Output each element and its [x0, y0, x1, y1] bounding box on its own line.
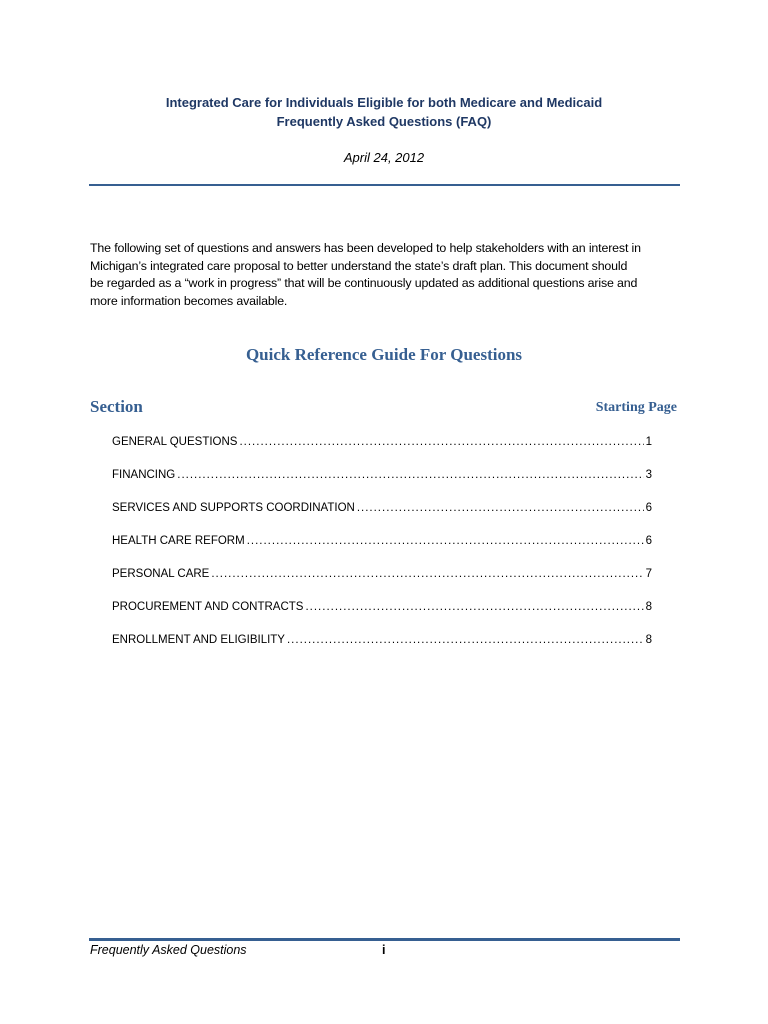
- toc-entry-procurement-and-contracts[interactable]: [112, 601, 652, 634]
- toc-leader-dots: [177, 469, 643, 481]
- document-date: April 24, 2012: [343, 150, 425, 165]
- toc-entry-label: SERVICES AND SUPPORTS COORDINATION: [112, 502, 355, 514]
- toc-entry-page: 6: [645, 535, 652, 547]
- footer-title: Frequently Asked Questions: [90, 943, 247, 957]
- toc-entry-financing[interactable]: [112, 469, 652, 502]
- starting-page-column-heading: Starting Page: [595, 400, 677, 415]
- toc-entry-label: GENERAL QUESTIONS: [112, 436, 238, 448]
- intro-line: Michigan’s integrated care proposal to better understand the state’s draft plan. This document should: [90, 258, 628, 273]
- toc-entry-page: 1: [645, 436, 652, 448]
- toc-entry-label: PERSONAL CARE: [112, 568, 210, 580]
- toc-entry-general-questions[interactable]: [112, 436, 652, 469]
- footer-divider: [89, 938, 680, 941]
- toc-entry-page: 7: [645, 568, 652, 580]
- toc-entry-services-and-supports-coordination[interactable]: [112, 502, 652, 535]
- toc-entry-page: 8: [645, 601, 652, 613]
- toc-leader-dots: [239, 436, 643, 448]
- toc-entry-label: ENROLLMENT AND ELIGIBILITY: [112, 634, 285, 646]
- intro-line: more information becomes available.: [90, 293, 288, 308]
- header-divider: [89, 184, 680, 186]
- quick-reference-heading: Quick Reference Guide For Questions: [245, 345, 523, 364]
- intro-line: be regarded as a “work in progress” that will be continuously updated as additional questions arise and: [90, 276, 638, 290]
- document-subtitle: Frequently Asked Questions (FAQ): [276, 114, 492, 129]
- toc-leader-dots: [357, 502, 644, 514]
- toc-entry-page: 3: [645, 469, 652, 481]
- toc-entry-label: HEALTH CARE REFORM: [112, 535, 245, 547]
- toc-leader-dots: [305, 601, 643, 613]
- intro-paragraph: [90, 240, 682, 310]
- toc-entry-health-care-reform[interactable]: [112, 535, 652, 568]
- toc-entry-label: PROCUREMENT AND CONTRACTS: [112, 601, 304, 613]
- toc-leader-dots: [287, 634, 644, 646]
- toc-entry-enrollment-and-eligibility[interactable]: [112, 634, 652, 667]
- toc-leader-dots: [247, 535, 644, 547]
- section-column-heading: Section: [90, 397, 143, 416]
- document-title: Integrated Care for Individuals Eligible for both Medicare and Medicaid: [165, 95, 603, 110]
- toc-leader-dots: [211, 568, 643, 580]
- footer-page-number: i: [382, 943, 386, 957]
- table-of-contents: [112, 436, 652, 667]
- intro-line: The following set of questions and answers has been developed to help stakeholders with an interest in: [90, 241, 641, 255]
- toc-entry-personal-care[interactable]: [112, 568, 652, 601]
- toc-entry-page: 8: [645, 634, 652, 646]
- toc-entry-label: FINANCING: [112, 469, 176, 481]
- toc-entry-page: 6: [645, 502, 652, 514]
